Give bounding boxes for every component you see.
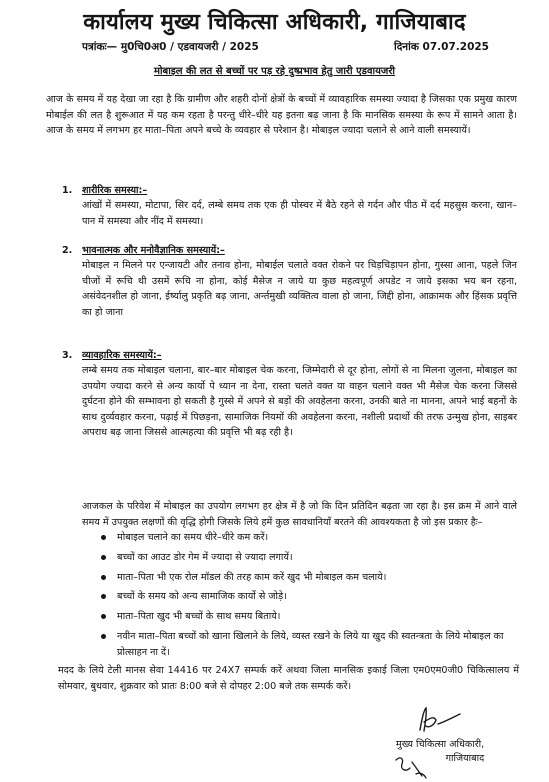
section-title: शारीरिक समस्या:–: [82, 185, 148, 196]
section-body: आंखों में समस्या, मोटापा, सिर दर्द, लम्बे समय तक एक ही पोस्चर में बैठे रहने से गर्दन और पीठ में दर्द महसुस करना, खान–पान में समस्या और नींद में समस्या।: [82, 200, 517, 227]
helpline-paragraph: मदद के लिये टेली मानस सेवा 14416 पर 24X7 सम्पर्क करें अथवा जिला मानसिक इकाई जिला एम0एम0जी0 चिकित्सालय में सोमवार, बुधवार, शुक्रवार को प्रातः 8:00 बजे से दोपहर 2:00 बजे तक सम्पर्क करें।: [58, 665, 519, 692]
list-item-text: नवीन माता–पिता बच्चों को खाना खिलाने के लिये, व्यस्त रखने के लिये या खुद की स्वतन्त्रता के लिये मोबाइल का प्रोत्साहन ना दें।: [117, 630, 504, 658]
bullet-icon: [101, 634, 106, 639]
bullet-icon: [101, 614, 106, 619]
section-title: व्यावहारिक समस्यायें:–: [82, 350, 162, 361]
section-number: 2.: [62, 245, 73, 256]
list-item: [101, 570, 519, 586]
list-item: [101, 609, 519, 625]
section-heading: [62, 184, 517, 198]
section-behavioural-problems: [62, 349, 517, 441]
bullet-icon: [101, 555, 106, 560]
list-item: [101, 550, 519, 566]
initials-mark: [392, 752, 432, 780]
reference-number: पत्रांकः— मु0चि0अ0 / एडवायजरी / 2025: [82, 41, 259, 53]
section-physical-problems: [62, 184, 517, 229]
subject-line: [0, 63, 549, 77]
section-number: 1.: [62, 185, 73, 196]
section-heading: [62, 349, 517, 363]
list-item-text: माता–पिता भी एक रोल मॉडल की तरह काम करें खुद भी मोबाइल कम चलाये।: [117, 571, 387, 583]
issue-date: दिनांक 07.07.2025: [394, 41, 489, 53]
handwritten-signature: [414, 704, 474, 738]
signatory-designation: मुख्य चिकित्सा अधिकारी,: [396, 739, 485, 750]
section-title: भावनात्मक और मनोवैज्ञानिक समस्यायें:–: [82, 245, 225, 256]
list-item: [101, 629, 519, 660]
list-item-text: माता–पिता खुद भी बच्चों के साथ समय बिताये।: [117, 611, 281, 623]
list-item: [101, 530, 519, 546]
bullet-icon: [101, 535, 106, 540]
bullet-icon: [101, 594, 106, 599]
intro-paragraph: आज के समय में यह देखा जा रहा है कि ग्रामीण और शहरी दोनों क्षेत्रों के बच्चों में व्यावहारिक समस्या ज्यादा है जिसका एक प्रमुख कारण मोबाईल की लत है शुरूआत में यह कम रहता है परन्तु धीरे–धीरे यह इतना बढ़ जाना है कि मानसिक समस्या के रूप में सामने आता है। आज के समय में लगभग हर माता–पिता अपने बच्चे के व्यवहार से परेशान है। मोबाइल ज्यादा चलाने से आने वाली समस्यायें।: [46, 94, 517, 137]
bullet-icon: [101, 575, 106, 580]
reference-line: [82, 40, 489, 56]
subject-text: मोबाइल की लत से बच्चों पर पड़ रहे दुष्प्रभाव हेतु जारी एडवायजरी: [153, 66, 396, 77]
section-body: लम्बे समय तक मोबाइल चलाना, बार–बार मोबाइल चेक करना, जिम्मेदारी से दूर होना, लोगों से ना मिलना जुलना, मोबाइल का उपयोग ज्यादा करने से अन्य कार्यो पे ध्यान ना देना, रास्ता चलते वक्त या वाहन चलाने वक्त भी मैसेज चेक करना जिससे दुर्घटना होने की सम्भावना हो सकती है गुस्से में अपने से बड़ों की अवहेलना करना, उनकी बाते ना मानना, अपने भाई बहनों के साथ दुर्व्यवहार करना, पढ़ाई में पिछड़ना, सामाजिक नियमों की अवहेलना करना, नशीली प्रदार्थो की तरफ उन्मुख होना, साइबर अपराध बढ़ जाना जिससे आत्महत्या की प्रवृत्ति भी बढ़ रही है।: [82, 365, 517, 439]
list-item-text: मोबाइल चलाने का समय धीरे–धीरे कम करें।: [117, 532, 269, 543]
section-emotional-problems: [62, 244, 517, 320]
office-title: कार्यालय मुख्य चिकित्सा अधिकारी, गाजियाबाद: [83, 10, 466, 35]
signatory-place: गाजियाबाद: [445, 753, 485, 764]
section-number: 3.: [62, 350, 73, 361]
section-heading: [62, 244, 517, 258]
list-item: [101, 589, 519, 605]
list-item-text: बच्चों के समय को अन्य सामाजिक कार्यो से जोड़े।: [117, 591, 287, 603]
precautions-list: [101, 530, 519, 664]
closing-paragraph: आजकल के परिवेश में मोबाइल का उपयोग लगभग हर क्षेत्र में है जो कि दिन प्रतिदिन बढ़ता जा रहा है। इस क्रम में आने वाले समय में उपयुक्त लक्षणों की वृद्धि होगी जिसके लिये हमें कुछ सावधानियाँ बरतने की आवश्यकता है जो इस प्रकार हैः–: [82, 501, 517, 528]
list-item-text: बच्चों का आउट डोर गेम में ज्यादा से ज्यादा लगायें।: [117, 551, 293, 563]
section-body: मोबाइल न मिलने पर एन्जायटी और तनाव होना, मोबाईल चलाते वक्त रोकने पर चिड़चिड़ापन होना, गुस्सा आना, पहले जिन चीजों में रूचि थी उसमें रूचि ना होना, कोई मैसेज न जाये या कुछ महत्वपूर्ण अपडेट न जाये इसका भय बन रहना, असंवेदनशील हो जाना, ईर्ष्यालु प्रकृति बढ़ जाना, अर्न्तमुखी व्यक्तित्व वाला हो जाना, जिद्दी होना, आक्रामक और हिंसक प्रवृत्ति का हो जाना: [82, 260, 517, 318]
